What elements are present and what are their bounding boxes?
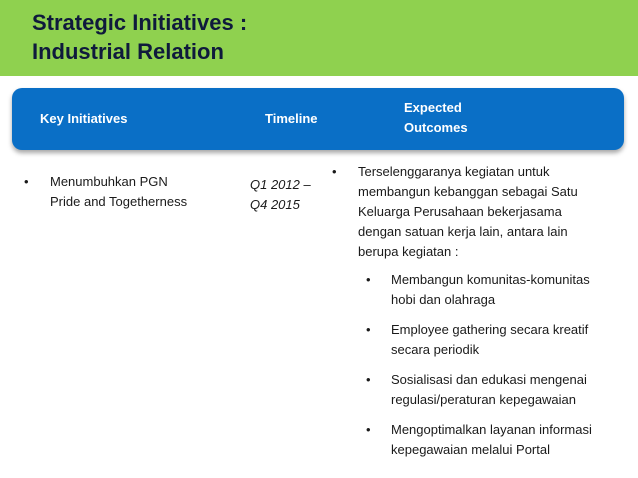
sub-outcome-line-1: Employee gathering secara kreatif: [391, 322, 589, 337]
sub-outcome-line-1: Sosialisasi dan edukasi mengenai: [391, 372, 587, 387]
key-initiative-column: [24, 172, 224, 212]
slide-title: [32, 8, 247, 66]
sub-outcome-list: [332, 270, 627, 460]
bullet-icon: •: [332, 164, 337, 179]
sub-outcome-text: [391, 270, 627, 310]
outcome-line: berupa kegiatan :: [358, 244, 459, 259]
header-expected-outcomes: [404, 98, 514, 138]
bullet-icon: •: [366, 422, 371, 437]
sub-outcome-text: [391, 370, 627, 410]
header-timeline: Timeline: [265, 111, 318, 126]
bullet-icon: •: [366, 322, 371, 337]
bullet-icon: •: [24, 174, 29, 189]
table-header-bar: [12, 88, 624, 150]
expected-outcomes-column: [332, 162, 627, 470]
initiative-line-2: Pride and Togetherness: [50, 194, 188, 209]
timeline-column: [250, 175, 330, 215]
header-key-initiatives: Key Initiatives: [40, 111, 128, 126]
header-outcomes-line-2: Outcomes: [404, 120, 468, 135]
outcome-item: [332, 162, 627, 262]
slide-title-line-1: Strategic Initiatives :: [32, 10, 248, 35]
outcome-line: Terselenggaranya kegiatan untuk: [358, 164, 550, 179]
sub-outcome-item: [366, 370, 627, 410]
outcome-line: Keluarga Perusahaan bekerjasama: [358, 204, 562, 219]
sub-outcome-line-2: kepegawaian melalui Portal: [391, 442, 550, 457]
header-outcomes-line-1: Expected: [404, 100, 462, 115]
sub-outcome-line-1: Mengoptimalkan layanan informasi: [391, 422, 592, 437]
bullet-icon: •: [366, 372, 371, 387]
outcome-line: dengan satuan kerja lain, antara lain: [358, 224, 568, 239]
sub-outcome-line-2: regulasi/peraturan kepegawaian: [391, 392, 577, 407]
outcome-text: [358, 162, 627, 262]
timeline-line-1: Q1 2012 –: [250, 177, 311, 192]
initiative-line-1: Menumbuhkan PGN: [50, 174, 168, 189]
sub-outcome-line-2: hobi dan olahraga: [391, 292, 496, 307]
sub-outcome-text: [391, 420, 627, 460]
outcome-line: membangun kebanggan sebagai Satu: [358, 184, 578, 199]
bullet-icon: •: [366, 272, 371, 287]
sub-outcome-item: [366, 420, 627, 460]
slide-title-line-2: Industrial Relation: [32, 39, 224, 64]
sub-outcome-item: [366, 320, 627, 360]
timeline-line-2: Q4 2015: [250, 197, 300, 212]
sub-outcome-line-1: Membangun komunitas-komunitas: [391, 272, 590, 287]
key-initiative-text: [50, 172, 224, 212]
sub-outcome-text: [391, 320, 627, 360]
sub-outcome-line-2: secara periodik: [391, 342, 480, 357]
key-initiative-item: [24, 172, 224, 212]
sub-outcome-item: [366, 270, 627, 310]
